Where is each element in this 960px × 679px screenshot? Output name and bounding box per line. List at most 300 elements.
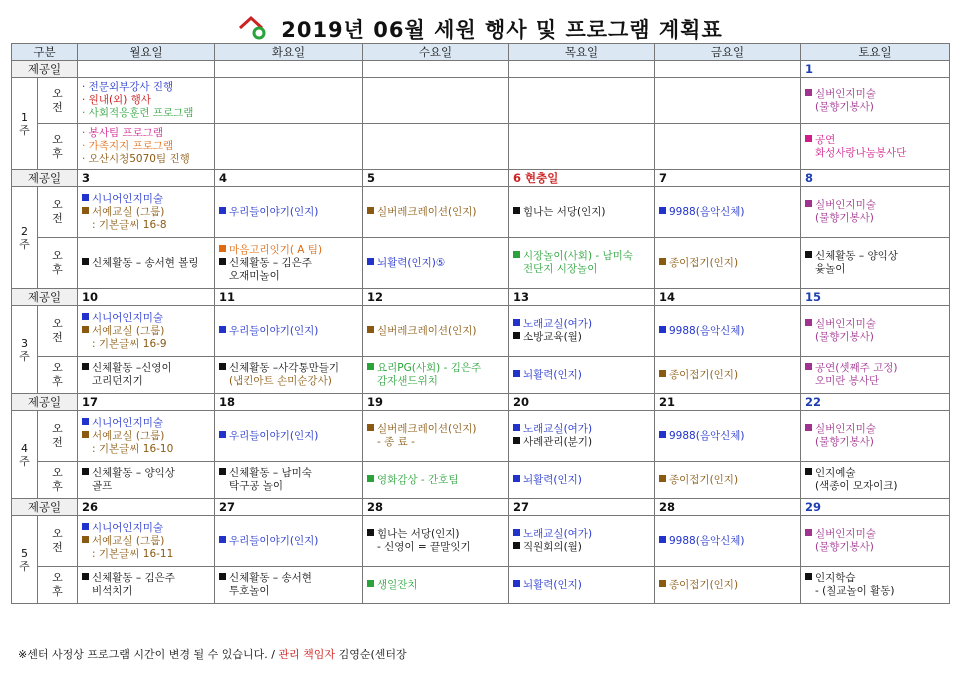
bullet-square-icon	[659, 207, 666, 214]
bullet-square-icon	[82, 207, 89, 214]
program-entry	[805, 375, 945, 388]
bullet-square-icon	[367, 475, 374, 482]
program-text: 9988(음악신체)	[669, 534, 745, 547]
program-entry	[82, 375, 210, 388]
program-entry	[367, 375, 504, 388]
ampm-char: 오	[52, 361, 63, 374]
bullet-square-icon	[659, 580, 666, 587]
program-text: 우리들이야기(인지)	[229, 534, 319, 547]
bullet-square-icon	[659, 475, 666, 482]
program-text: 신체활동 – 송서현 볼링	[92, 256, 199, 269]
program-entry	[367, 325, 504, 338]
am-label	[38, 516, 78, 567]
date-label: 제공일	[12, 289, 78, 306]
program-cell	[78, 357, 215, 394]
program-entry	[82, 127, 210, 140]
am-row	[12, 78, 950, 124]
date-cell	[655, 61, 801, 78]
program-cell	[655, 357, 801, 394]
bullet-square-icon	[219, 573, 226, 580]
bullet-square-icon	[367, 207, 374, 214]
program-cell	[801, 187, 950, 238]
bullet-square-icon	[805, 529, 812, 536]
bullet-square-icon	[82, 363, 89, 370]
program-entry	[82, 312, 210, 325]
program-entry	[659, 206, 796, 219]
bullet-square-icon	[367, 258, 374, 265]
ampm-char: 오	[52, 422, 63, 435]
date-row	[12, 170, 950, 187]
am-label	[38, 187, 78, 238]
pm-label	[38, 462, 78, 499]
program-entry	[219, 480, 358, 493]
header-label: 구분	[12, 44, 78, 61]
program-text: 공연(셋째주 고정)	[815, 362, 898, 374]
bullet-square-icon	[367, 326, 374, 333]
program-text: 인지예술	[815, 467, 856, 479]
program-text: 실버인지미술	[815, 199, 876, 211]
program-cell	[215, 411, 363, 462]
program-entry	[805, 528, 945, 541]
bullet-square-icon	[82, 523, 89, 530]
program-text: : 기본글씨 16-10	[92, 442, 174, 455]
ampm-char: 오	[52, 571, 63, 584]
program-text: 서예교실 (그룹)	[92, 205, 165, 218]
bullet-square-icon	[513, 580, 520, 587]
program-entry	[659, 535, 796, 548]
bullet-square-icon	[219, 326, 226, 333]
date-cell	[215, 61, 363, 78]
program-entry	[219, 585, 358, 598]
program-entry	[805, 467, 945, 480]
program-cell	[655, 516, 801, 567]
program-text: 우리들이야기(인지)	[229, 324, 319, 337]
program-entry	[659, 579, 796, 592]
program-cell	[509, 462, 655, 499]
program-cell	[655, 306, 801, 357]
program-text: (물향기봉사)	[815, 331, 874, 343]
date-label: 제공일	[12, 394, 78, 411]
date-cell: 28	[363, 499, 509, 516]
program-entry	[82, 81, 210, 94]
program-entry	[219, 362, 358, 375]
program-text: 9988(음악신체)	[669, 429, 745, 442]
bullet-square-icon	[659, 431, 666, 438]
week-label: 5주	[12, 516, 38, 604]
program-text: 신체활동 – 양익상	[815, 250, 898, 262]
program-entry	[82, 257, 210, 270]
program-text: 시장놀이(사회) - 남미숙	[523, 250, 633, 262]
bullet-square-icon	[513, 529, 520, 536]
footer-notice: ※센터 사정상 프로그램 시간이 변경 될 수 있습니다. /	[18, 648, 275, 661]
program-cell	[655, 187, 801, 238]
date-cell: 1	[801, 61, 950, 78]
date-cell	[363, 61, 509, 78]
bullet-square-icon	[659, 258, 666, 265]
program-text: 영화감상 - 간호팀	[377, 473, 459, 486]
program-entry	[219, 375, 358, 388]
program-entry	[82, 107, 210, 120]
program-cell	[509, 306, 655, 357]
bullet-square-icon	[367, 580, 374, 587]
program-entry	[805, 480, 945, 493]
program-cell	[215, 238, 363, 289]
program-text: 화성사랑나눔봉사단	[815, 146, 907, 159]
program-entry	[513, 206, 650, 219]
program-entry	[805, 250, 945, 263]
program-cell	[655, 124, 801, 170]
program-entry	[513, 423, 650, 436]
program-entry	[805, 134, 945, 147]
program-text: 신체활동 – 김은주	[229, 256, 312, 269]
program-entry	[219, 257, 358, 270]
program-entry	[219, 467, 358, 480]
date-cell: 3	[78, 170, 215, 187]
program-cell	[509, 411, 655, 462]
program-text: : 기본글씨 16-9	[92, 337, 167, 350]
bullet-square-icon	[219, 258, 226, 265]
bullet-square-icon	[82, 258, 89, 265]
program-text: 뇌활력(인지)	[523, 473, 582, 486]
program-text: 힘나는 서당(인지)	[377, 528, 460, 540]
am-row	[12, 516, 950, 567]
bullet-square-icon	[805, 573, 812, 580]
program-cell	[215, 516, 363, 567]
program-entry	[805, 423, 945, 436]
program-text: 윷놀이	[815, 263, 846, 275]
program-text: 마음고리잇기( A 팀)	[229, 243, 323, 256]
bullet-square-icon	[513, 424, 520, 431]
week-label: 1주	[12, 78, 38, 170]
date-cell: 5	[363, 170, 509, 187]
date-label: 제공일	[12, 61, 78, 78]
bullet-square-icon	[82, 326, 89, 333]
bullet-square-icon	[367, 424, 374, 431]
program-entry	[513, 541, 650, 554]
program-entry	[513, 474, 650, 487]
bullet-square-icon	[805, 89, 812, 96]
program-text: 직원회의(월)	[523, 541, 582, 553]
program-cell	[801, 238, 950, 289]
bullet-square-icon	[82, 468, 89, 475]
program-cell	[509, 124, 655, 170]
date-cell: 17	[78, 394, 215, 411]
program-entry	[367, 362, 504, 375]
date-cell: 12	[363, 289, 509, 306]
program-text: 실버레크레이션(인지)	[377, 205, 477, 218]
ampm-char: 전	[52, 100, 63, 114]
pm-label	[38, 357, 78, 394]
program-entry	[219, 206, 358, 219]
bullet-square-icon	[805, 363, 812, 370]
program-entry	[367, 528, 504, 541]
program-text: 시니어인지미술	[92, 416, 164, 429]
program-text: 탁구공 놀이	[229, 480, 284, 492]
date-cell: 22	[801, 394, 950, 411]
pm-row	[12, 357, 950, 394]
program-cell	[655, 567, 801, 604]
program-entry	[367, 541, 504, 554]
program-text: 노래교실(여가)	[523, 318, 593, 330]
program-entry	[513, 250, 650, 263]
program-entry	[659, 474, 796, 487]
program-text: 서예교실 (그룹)	[92, 324, 165, 337]
program-text: : 기본글씨 16-8	[92, 218, 167, 231]
header-day: 화요일	[215, 44, 363, 61]
program-entry	[219, 325, 358, 338]
ampm-char: 오	[52, 198, 63, 211]
bullet-square-icon	[82, 418, 89, 425]
program-cell	[801, 124, 950, 170]
program-text: 실버인지미술	[815, 318, 876, 330]
program-text: 공연	[815, 133, 836, 146]
program-entry	[82, 153, 210, 166]
program-text: 노래교실(여가)	[523, 528, 593, 540]
program-cell	[509, 567, 655, 604]
program-cell	[78, 238, 215, 289]
program-cell	[215, 124, 363, 170]
program-cell	[363, 567, 509, 604]
pm-label	[38, 238, 78, 289]
title-row	[0, 12, 960, 46]
date-cell	[78, 61, 215, 78]
program-text: 뇌활력(인지)	[523, 368, 582, 381]
ampm-char: 오	[52, 249, 63, 262]
program-entry	[367, 257, 504, 270]
ampm-char: 전	[52, 331, 63, 344]
program-text: 비석치기	[92, 585, 133, 597]
program-cell	[78, 462, 215, 499]
date-cell: 10	[78, 289, 215, 306]
program-text: 요리PG(사회) - 김은주	[377, 362, 482, 374]
program-entry	[367, 206, 504, 219]
bullet-square-icon	[219, 245, 226, 252]
program-text: 실버레크레이션(인지)	[377, 324, 477, 337]
program-cell	[509, 238, 655, 289]
program-text: 고리던지기	[92, 375, 143, 387]
am-label	[38, 306, 78, 357]
date-cell	[509, 61, 655, 78]
program-entry	[513, 369, 650, 382]
bullet-square-icon	[805, 200, 812, 207]
pm-row	[12, 124, 950, 170]
program-cell	[801, 462, 950, 499]
ampm-char: 후	[52, 480, 63, 493]
program-cell	[78, 567, 215, 604]
manager-name: 김영순(센터장	[338, 648, 407, 661]
program-cell	[655, 411, 801, 462]
date-row	[12, 499, 950, 516]
program-entry	[82, 94, 210, 107]
bullet-square-icon	[805, 251, 812, 258]
program-text: 감자샌드위치	[377, 375, 438, 387]
program-text: - 신영이 = 끝말잇기	[377, 541, 471, 553]
program-entry	[805, 263, 945, 276]
ampm-char: 전	[52, 541, 63, 554]
header-day: 목요일	[509, 44, 655, 61]
program-cell	[801, 78, 950, 124]
program-entry	[513, 331, 650, 344]
pm-row	[12, 462, 950, 499]
am-row	[12, 411, 950, 462]
bullet-square-icon	[513, 475, 520, 482]
schedule-table	[11, 43, 950, 604]
program-text: (물향기봉사)	[815, 212, 874, 224]
date-cell: 27	[215, 499, 363, 516]
program-text: 뇌활력(인지)⑤	[377, 256, 446, 269]
program-cell	[78, 187, 215, 238]
date-cell: 27	[509, 499, 655, 516]
program-text: 종이접기(인지)	[669, 368, 739, 381]
pm-row	[12, 238, 950, 289]
program-entry	[82, 338, 210, 351]
program-text: · 봉사팀 프로그램	[82, 127, 164, 139]
program-text: 신체활동 – 김은주	[92, 572, 175, 584]
manager-label: 관리 책임자	[278, 648, 336, 661]
program-entry	[219, 572, 358, 585]
program-entry	[805, 436, 945, 449]
program-entry	[805, 318, 945, 331]
date-cell: 15	[801, 289, 950, 306]
program-entry	[659, 430, 796, 443]
ampm-char: 오	[52, 132, 63, 146]
bullet-square-icon	[659, 370, 666, 377]
program-cell	[509, 187, 655, 238]
program-text: (물향기봉사)	[815, 100, 874, 113]
bullet-square-icon	[367, 529, 374, 536]
program-cell	[363, 78, 509, 124]
week-label: 4주	[12, 411, 38, 499]
program-cell	[801, 306, 950, 357]
am-row	[12, 306, 950, 357]
program-entry	[219, 535, 358, 548]
bullet-square-icon	[513, 319, 520, 326]
program-text: 뇌활력(인지)	[523, 578, 582, 591]
program-entry	[367, 474, 504, 487]
program-entry	[82, 535, 210, 548]
program-entry	[513, 579, 650, 592]
program-cell	[78, 516, 215, 567]
header-row	[12, 44, 950, 61]
date-row	[12, 61, 950, 78]
am-row	[12, 187, 950, 238]
program-cell	[509, 78, 655, 124]
program-cell	[363, 462, 509, 499]
bullet-square-icon	[805, 468, 812, 475]
program-text: 9988(음악신체)	[669, 205, 745, 218]
program-entry	[82, 443, 210, 456]
program-cell	[78, 78, 215, 124]
pm-label	[38, 567, 78, 604]
bullet-square-icon	[219, 431, 226, 438]
program-entry	[367, 436, 504, 449]
program-cell	[363, 187, 509, 238]
program-text: 우리들이야기(인지)	[229, 429, 319, 442]
ampm-char: 후	[52, 263, 63, 276]
ampm-char: 후	[52, 585, 63, 598]
bullet-square-icon	[805, 135, 812, 142]
program-entry	[219, 270, 358, 283]
program-text: 오재미놀이	[229, 269, 280, 282]
program-entry	[659, 369, 796, 382]
date-cell: 29	[801, 499, 950, 516]
program-cell	[655, 78, 801, 124]
date-cell: 7	[655, 170, 801, 187]
program-cell	[78, 411, 215, 462]
date-label: 제공일	[12, 170, 78, 187]
bullet-square-icon	[513, 437, 520, 444]
program-text: 실버인지미술	[815, 423, 876, 435]
program-entry	[82, 325, 210, 338]
program-entry	[513, 263, 650, 276]
program-text: 실버인지미술	[815, 87, 876, 100]
program-entry	[805, 541, 945, 554]
program-entry	[82, 219, 210, 232]
date-cell: 11	[215, 289, 363, 306]
program-cell	[215, 357, 363, 394]
date-cell: 6 현충일	[509, 170, 655, 187]
program-entry	[82, 585, 210, 598]
bullet-square-icon	[219, 468, 226, 475]
ampm-char: 오	[52, 527, 63, 540]
program-text: 실버인지미술	[815, 528, 876, 540]
program-entry	[367, 579, 504, 592]
date-cell: 19	[363, 394, 509, 411]
date-cell: 21	[655, 394, 801, 411]
program-text: (물향기봉사)	[815, 541, 874, 553]
program-cell	[215, 567, 363, 604]
program-text: (색종이 모자이크)	[815, 480, 898, 492]
program-text: (물향기봉사)	[815, 436, 874, 448]
program-cell	[801, 357, 950, 394]
bullet-square-icon	[82, 536, 89, 543]
program-cell	[801, 567, 950, 604]
bullet-square-icon	[805, 319, 812, 326]
program-cell	[363, 357, 509, 394]
program-cell	[215, 187, 363, 238]
pm-label	[38, 124, 78, 170]
program-text: 전단지 시장놀이	[523, 263, 598, 275]
program-text: · 원내(외) 행사	[82, 94, 151, 106]
program-entry	[659, 257, 796, 270]
program-cell	[363, 238, 509, 289]
program-text: 서예교실 (그룹)	[92, 534, 165, 547]
date-cell: 4	[215, 170, 363, 187]
program-text: 우리들이야기(인지)	[229, 205, 319, 218]
bullet-square-icon	[513, 332, 520, 339]
bullet-square-icon	[659, 536, 666, 543]
date-row	[12, 394, 950, 411]
program-entry	[82, 193, 210, 206]
program-text: 생일잔치	[377, 578, 418, 591]
week-label: 2주	[12, 187, 38, 289]
bullet-square-icon	[513, 207, 520, 214]
date-cell: 8	[801, 170, 950, 187]
header-day: 토요일	[801, 44, 950, 61]
program-entry	[82, 417, 210, 430]
program-cell	[78, 124, 215, 170]
program-text: 종이접기(인지)	[669, 578, 739, 591]
bullet-square-icon	[513, 542, 520, 549]
header-day: 수요일	[363, 44, 509, 61]
program-entry	[659, 325, 796, 338]
bullet-square-icon	[367, 363, 374, 370]
program-entry	[82, 362, 210, 375]
week-label: 3주	[12, 306, 38, 394]
bullet-square-icon	[82, 431, 89, 438]
program-entry	[805, 101, 945, 114]
pm-row	[12, 567, 950, 604]
